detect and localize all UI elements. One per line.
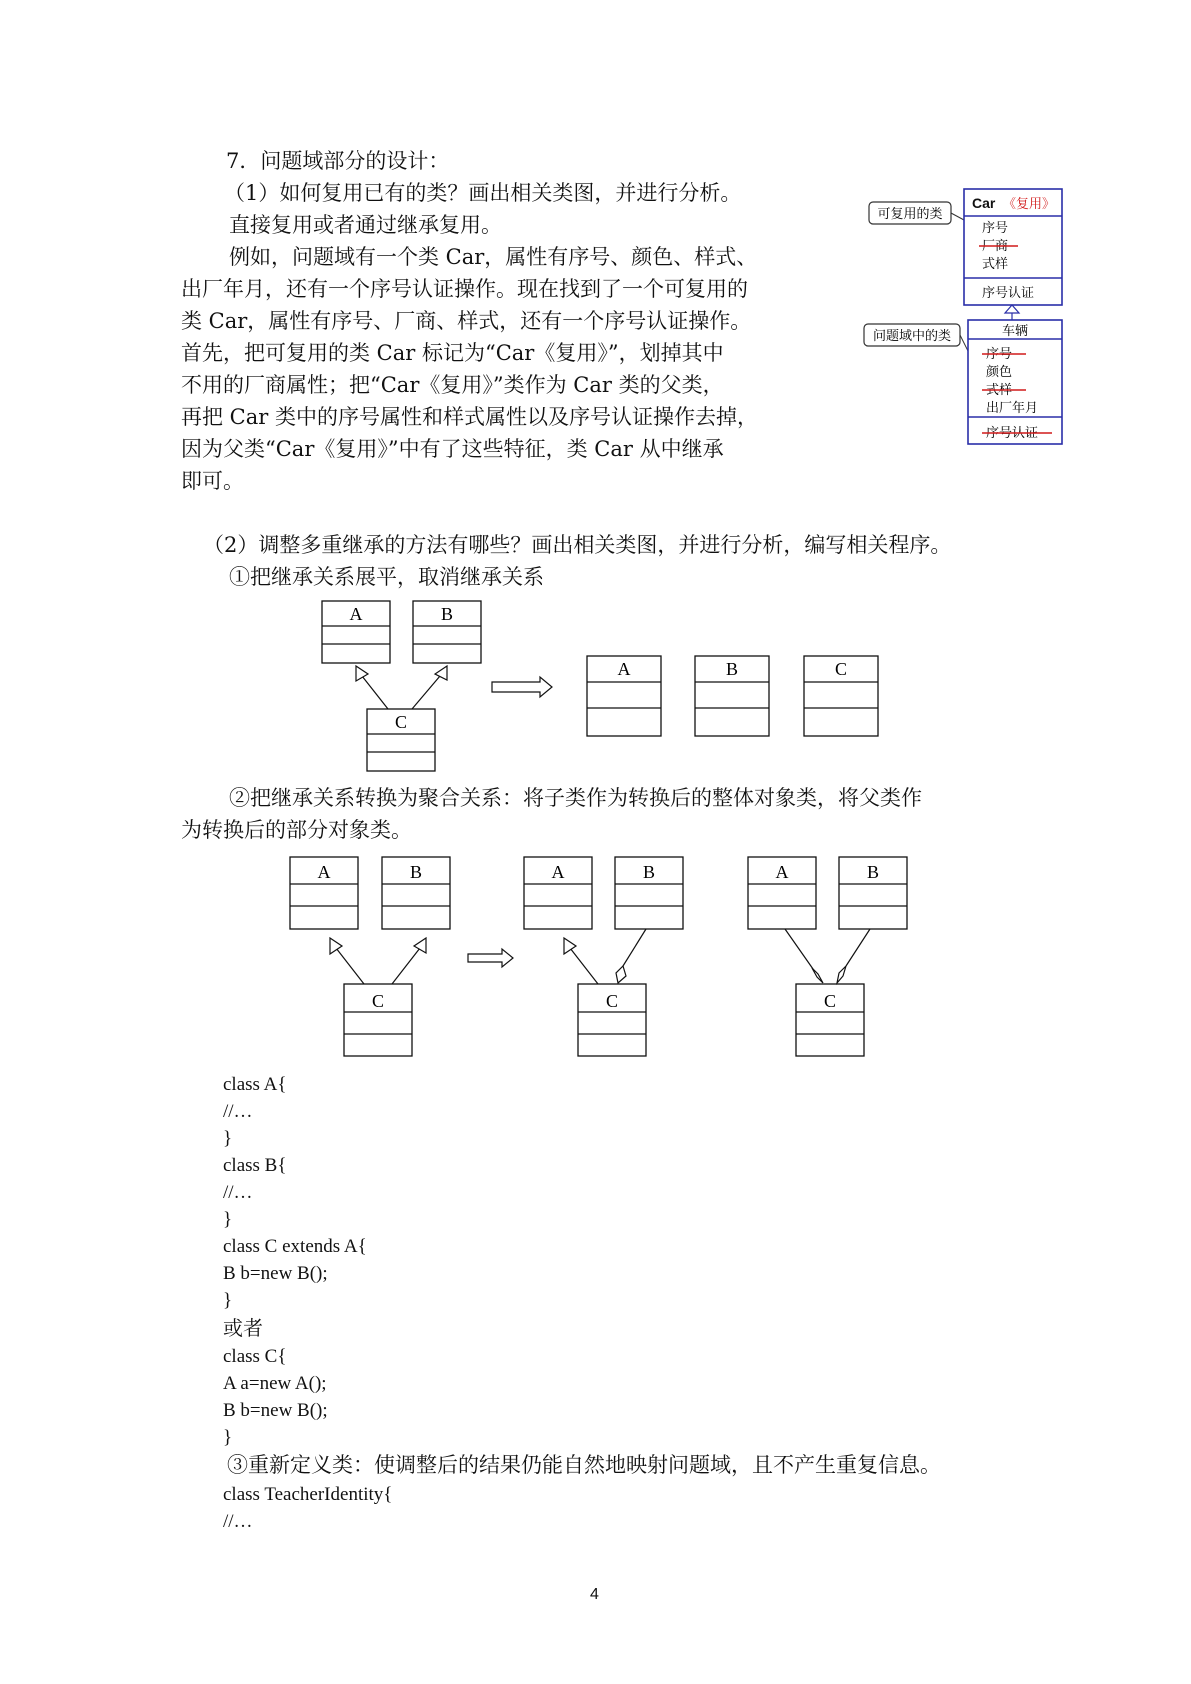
code-line: B b=new B(); bbox=[223, 1400, 328, 1421]
paragraph-line: 再把 Car 类中的序号属性和样式属性以及序号认证操作去掉， bbox=[181, 405, 758, 429]
code-line: } bbox=[223, 1128, 233, 1149]
code-line: //… bbox=[223, 1182, 253, 1203]
aggregation-diamond bbox=[616, 966, 626, 983]
class-label: A bbox=[349, 604, 363, 624]
car-reuse-diagram bbox=[860, 180, 1070, 450]
domain-label: 问题域中的类 bbox=[872, 328, 952, 343]
class-label: B bbox=[642, 862, 656, 882]
code-line: A a=new A(); bbox=[223, 1373, 327, 1394]
reuse-attr: 式样 bbox=[982, 256, 1009, 271]
reuse-stereotype: 《复用》 bbox=[1003, 196, 1056, 211]
paragraph-line: 因为父类“Car《复用》”中有了这些特征，类 Car 从中继承 bbox=[181, 437, 724, 461]
inheritance-arrowhead bbox=[330, 938, 342, 954]
code-line: class A{ bbox=[223, 1074, 287, 1095]
aggregation-diagram bbox=[280, 852, 920, 1062]
class-label: B bbox=[725, 659, 739, 679]
inheritance-arrowhead bbox=[414, 938, 426, 953]
class-label: B bbox=[866, 862, 880, 882]
paragraph-line: 首先，把可复用的类 Car 标记为“Car《复用》”，划掉其中 bbox=[181, 341, 724, 365]
class-label: A bbox=[775, 862, 789, 882]
class-label: C bbox=[605, 991, 619, 1011]
method-2-line: 为转换后的部分对象类。 bbox=[181, 818, 412, 842]
flatten-diagram bbox=[300, 596, 900, 776]
code-line: B b=new B(); bbox=[223, 1263, 328, 1284]
paragraph-line: 例如，问题域有一个类 Car，属性有序号、颜色、样式、 bbox=[229, 245, 758, 269]
paragraph-line: 出厂年月，还有一个序号认证操作。现在找到了一个可复用的 bbox=[181, 277, 748, 301]
paragraph-line: 类 Car，属性有序号、厂商、样式，还有一个序号认证操作。 bbox=[181, 309, 752, 333]
paragraph-line: 即可。 bbox=[181, 469, 244, 493]
reuse-attr: 厂商 bbox=[982, 238, 1009, 253]
class-label: B bbox=[440, 604, 454, 624]
code-line: } bbox=[223, 1290, 233, 1311]
inheritance-arrowhead bbox=[356, 666, 368, 681]
method-2-line: ②把继承关系转换为聚合关系：将子类作为转换后的整体对象类，将父类作 bbox=[229, 786, 922, 810]
code-line: class C{ bbox=[223, 1346, 287, 1367]
paragraph-line: 不用的厂商属性；把“Car《复用》”类作为 Car 类的父类， bbox=[181, 373, 724, 397]
method-1: ①把继承关系展平，取消继承关系 bbox=[229, 565, 544, 589]
code-line: //… bbox=[223, 1511, 253, 1532]
code-line: class B{ bbox=[223, 1155, 287, 1176]
class-label: B bbox=[409, 862, 423, 882]
domain-op: 序号认证 bbox=[986, 425, 1039, 440]
class-label: C bbox=[394, 712, 408, 732]
inheritance-arrowhead bbox=[564, 938, 576, 954]
question-2: （2）调整多重继承的方法有哪些？画出相关类图，并进行分析，编写相关程序。 bbox=[203, 533, 952, 557]
domain-attr: 序号 bbox=[986, 346, 1013, 361]
code-line: class C extends A{ bbox=[223, 1236, 367, 1257]
reuse-class-name: Car bbox=[972, 195, 996, 211]
transform-arrow bbox=[468, 949, 513, 967]
reuse-op: 序号认证 bbox=[982, 285, 1035, 300]
class-label: A bbox=[317, 862, 331, 882]
class-label: A bbox=[617, 659, 631, 679]
domain-attr: 出厂年月 bbox=[986, 400, 1039, 415]
domain-attr: 颜色 bbox=[986, 364, 1013, 379]
method-3: ③重新定义类：使调整后的结果仍能自然地映射问题域，且不产生重复信息。 bbox=[227, 1453, 941, 1477]
class-label: C bbox=[834, 659, 848, 679]
reuse-attr: 序号 bbox=[982, 220, 1009, 235]
aggregation-diamond bbox=[812, 968, 823, 983]
inheritance-arrowhead bbox=[435, 666, 447, 680]
aggregation-diamond bbox=[837, 966, 846, 983]
class-label: A bbox=[551, 862, 565, 882]
question-1: （1）如何复用已有的类？画出相关类图，并进行分析。 bbox=[224, 181, 742, 205]
answer-1: 直接复用或者通过继承复用。 bbox=[229, 213, 502, 237]
domain-class-name: 车辆 bbox=[1001, 323, 1029, 338]
class-label: C bbox=[371, 991, 385, 1011]
reuse-label: 可复用的类 bbox=[877, 206, 943, 221]
section-heading: 7．问题域部分的设计： bbox=[226, 149, 450, 173]
code-line: //… bbox=[223, 1101, 253, 1122]
page-number: 4 bbox=[590, 1586, 599, 1603]
inheritance-arrowhead bbox=[1005, 305, 1019, 313]
code-line: class TeacherIdentity{ bbox=[223, 1484, 393, 1505]
class-label: C bbox=[823, 991, 837, 1011]
code-line: } bbox=[223, 1209, 233, 1230]
code-line: } bbox=[223, 1427, 233, 1448]
or-label: 或者 bbox=[223, 1316, 263, 1340]
transform-arrow bbox=[492, 677, 552, 697]
domain-attr: 式样 bbox=[986, 382, 1013, 397]
